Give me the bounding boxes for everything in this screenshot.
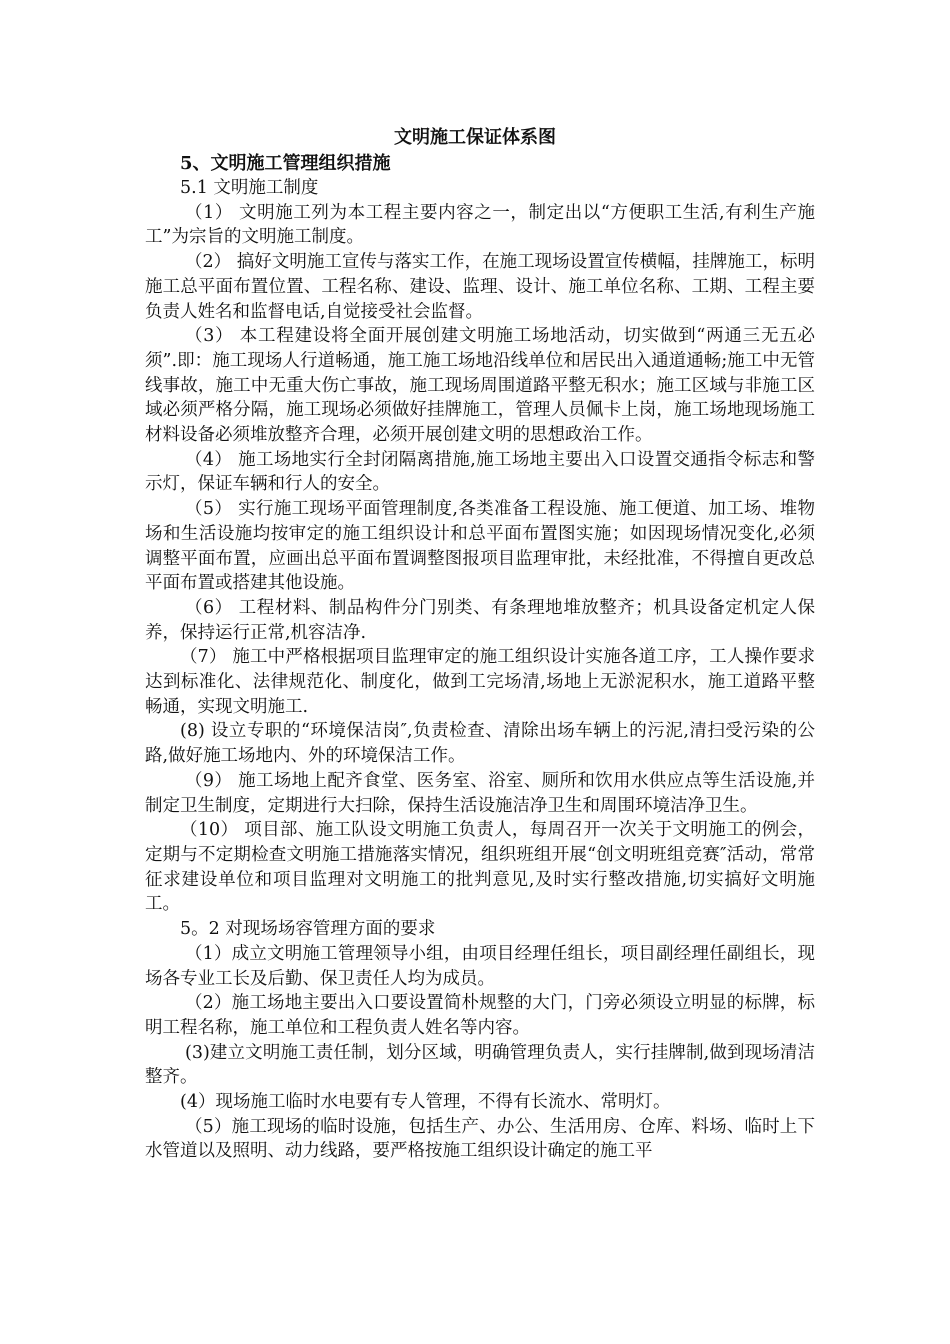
- paragraph: (8) 设立专职的“环境保洁岗″,负责检查、清除出场车辆上的污泥,清扫受污染的公路,做好施工场地内、外的环境保洁工作。: [145, 721, 815, 767]
- paragraph: （5）施工现场的临时设施，包括生产、办公、生活用房、仓库、料场、临时上下水管道以及照明、动力线路，要严格按施工组织设计确定的施工平: [145, 1116, 815, 1162]
- paragraph: (3)建立文明施工责任制，划分区域，明确管理负责人，实行挂牌制,做到现场清洁整齐。: [145, 1042, 815, 1088]
- paragraph: （2）施工场地主要出入口要设置简朴规整的大门，门旁必须设立明显的标牌，标明工程名称，施工单位和工程负责人姓名等内容。: [145, 993, 815, 1038]
- paragraph: （3） 本工程建设将全面开展创建文明施工场地活动，切实做到“两通三无五必须”.即：施工现场人行道畅通，施工施工场地沿线单位和居民出入通道通畅;施工中无管线事故，施工中无重大伤亡事故，施工现场周围道路平整无积水；施工区域与非施工区域必须严格分隔，施工现场必须做好挂牌施工，管理人员佩卡上岗，施工场地现场施工材料设备必须堆放整齐合理，必须开展创建文明的思想政治工作。: [145, 326, 815, 446]
- section-heading: 5、文明施工管理组织措施: [180, 153, 391, 174]
- paragraph: （2） 搞好文明施工宣传与落实工作，在施工现场设置宣传横幅，挂牌施工，标明施工总平面布置位置、工程名称、建设、监理、设计、施工单位名称、工期、工程主要负责人姓名和监督电话,自觉接受社会监督。: [145, 252, 815, 322]
- figure-caption: 文明施工保证体系图: [394, 127, 556, 148]
- paragraph: （4） 施工场地实行全封闭隔离措施,施工场地主要出入口设置交通指令标志和警示灯，保证车辆和行人的安全。: [145, 449, 815, 495]
- subsection-heading: 5。2 对现场场容管理方面的要求: [180, 919, 436, 940]
- paragraph: （9） 施工场地上配齐食堂、医务室、浴室、厕所和饮用水供应点等生活设施,并制定卫生制度，定期进行大扫除，保持生活设施洁净卫生和周围环境洁净卫生。: [145, 770, 815, 816]
- paragraph: （10） 项目部、施工队设文明施工负责人，每周召开一次关于文明施工的例会，定期与不定期检查文明施工措施落实情况，组织班组开展“创文明班组竞赛″活动，常常征求建设单位和项目监理对文明施工的批判意见,及时实行整改措施,切实搞好文明施工。: [145, 820, 815, 915]
- paragraph: （5） 实行施工现场平面管理制度,各类准备工程设施、施工便道、加工场、堆物场和生活设施均按审定的施工组织设计和总平面布置图实施；如因现场情况变化,必须调整平面布置，应画出总平面布置调整图报项目监理审批，未经批准，不得擅自更改总平面布置或搭建其他设施。: [145, 499, 815, 594]
- subsection-heading: 5.1 文明施工制度: [180, 178, 319, 198]
- document-body: [145, 176, 815, 1164]
- paragraph: （1） 文明施工列为本工程主要内容之一，制定出以“方便职工生活,有利生产施工”为宗旨的文明施工制度。: [145, 202, 815, 248]
- paragraph: （6） 工程材料、制品构件分门别类、有条理地堆放整齐；机具设备定机定人保养，保持运行正常,机容洁净.: [145, 597, 815, 643]
- paragraph: （7） 施工中严格根据项目监理审定的施工组织设计实施各道工序，工人操作要求达到标准化、法律规范化、制度化，做到工完场清,场地上无淤泥积水，施工道路平整畅通，实现文明施工.: [145, 647, 815, 717]
- paragraph: (4）现场施工临时水电要有专人管理，不得有长流水、常明灯。: [180, 1092, 671, 1113]
- paragraph: （1）成立文明施工管理领导小组，由项目经理任组长，项目副经理任副组长，现场各专业工长及后勤、保卫责任人均为成员。: [145, 943, 815, 989]
